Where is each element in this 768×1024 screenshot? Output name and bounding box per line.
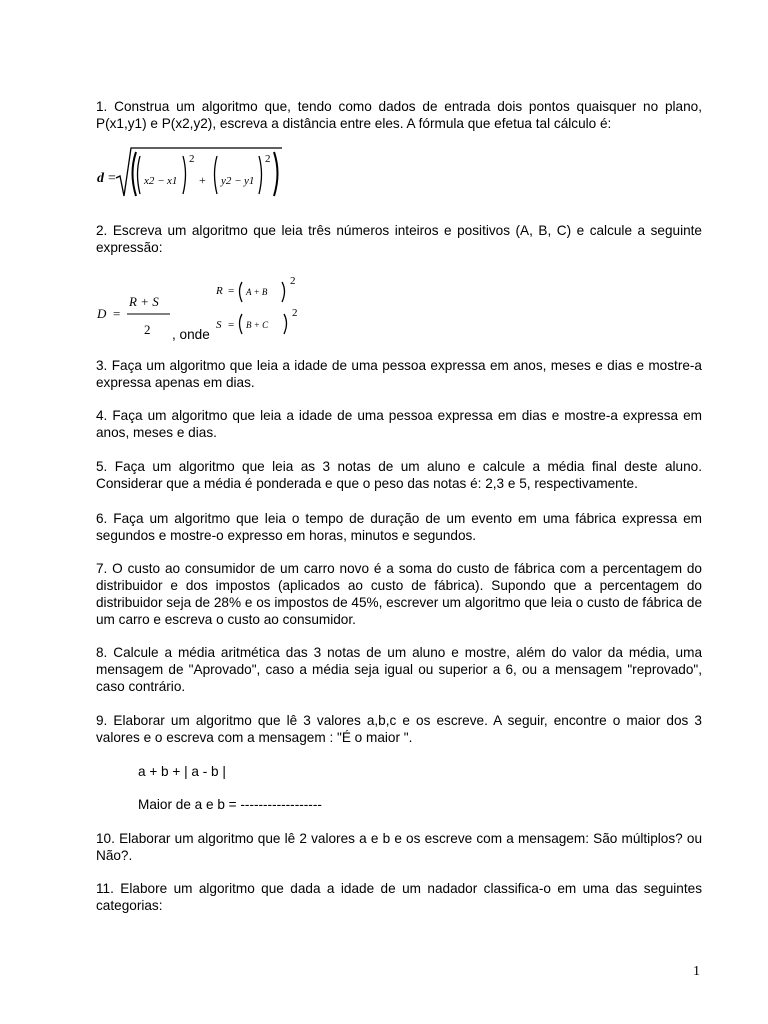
formula1-x2: x2	[144, 175, 155, 187]
r-s-definitions	[214, 272, 314, 338]
svg-text:=: =	[228, 319, 235, 331]
formula1-y1: y1	[244, 175, 255, 187]
question-1-text: 1. Construa um algoritmo que, tendo como dados de entrada dois pontos quaisquer no plano, P(x1,y1) e P(x2,y2), escreva a distância entre eles. A fórmula que efetua tal cálculo é:	[96, 99, 702, 131]
onde-label: , onde	[172, 327, 210, 342]
formula1-plus: +	[199, 173, 206, 187]
formula2-a-plus-b: A + B	[246, 287, 268, 297]
distance-formula	[96, 146, 296, 202]
formula2-S: S	[216, 319, 222, 331]
question-5-text: 5. Faça um algoritmo que leia as 3 notas de um aluno e calcule a média final deste aluno. Considerar que a média é ponderada e que o peso das notas é: 2,3 e 5, respectivamente.	[96, 459, 702, 491]
question-10-text: 10. Elaborar um algoritmo que lê 2 valores a e b e os escreve com a mensagem: São múltiplos? ou Não?.	[96, 831, 702, 863]
formula1-exp2: 2	[265, 153, 271, 165]
formula2-R: R	[216, 285, 223, 297]
formula1-minus1: −	[158, 175, 165, 187]
formula1-exp1: 2	[189, 153, 195, 165]
question-3-text: 3. Faça um algoritmo que leia a idade de uma pessoa expressa em anos, meses e dias e mostre-a expressa apenas em dias.	[96, 358, 702, 390]
formula2-exp-s: 2	[292, 307, 298, 319]
question-2-text: 2. Escreva um algoritmo que leia três números inteiros e positivos (A, B, C) e calcule a seguinte expressão:	[96, 223, 702, 255]
question-11-text: 11. Elabore um algoritmo que dada a idade de um nadador classifica-o em uma das seguintes categorias:	[96, 881, 702, 913]
formula1-y2: y2	[221, 175, 232, 187]
question-9-text: 9. Elaborar um algoritmo que lê 3 valores a,b,c e os escreve. A seguir, encontre o maior dos 3 valores e o escreva com a mensagem : "É o maior ".	[96, 713, 702, 745]
formula1-eq: =	[108, 171, 116, 186]
question-6-text: 6. Faça um algoritmo que leia o tempo de duração de um evento em uma fábrica expressa em segundos e mostre-o expresso em horas, minutos e segundos.	[96, 511, 702, 543]
formula2-numerator: R + S	[129, 294, 159, 309]
formula1-minus2: −	[235, 175, 242, 187]
svg-text:=: =	[228, 285, 235, 297]
page-number: 1	[693, 964, 700, 979]
formula2-denominator: 2	[144, 322, 151, 337]
question-7-text: 7. O custo ao consumidor de um carro novo é a soma do custo de fábrica com a percentagem do distribuidor e dos impostos (aplicados ao custo de fábrica). Supondo que a percentagem do distribuidor seja de 28% e os impostos de 45%, escrever um algoritmo que leia o custo de fábrica de um carro e escreva o custo ao consumidor.	[96, 561, 703, 627]
q9-max-line: Maior de a e b = ------------------	[138, 797, 322, 812]
formula2-eq: =	[113, 306, 121, 321]
formula1-d: d	[97, 171, 104, 186]
question-4-text: 4. Faça um algoritmo que leia a idade de uma pessoa expressa em dias e mostre-a expressa em anos, meses e dias.	[96, 408, 702, 440]
formula2-b-plus-c: B + C	[246, 320, 269, 330]
expression-formula	[96, 290, 176, 340]
formula1-x1: x1	[167, 175, 178, 187]
formula2-exp-r: 2	[290, 275, 296, 287]
q9-expression: a + b + | a - b |	[138, 764, 226, 779]
formula2-D: D	[97, 306, 107, 321]
question-8-text: 8. Calcule a média aritmética das 3 notas de um aluno e mostre, além do valor da média, uma mensagem de "Aprovado", caso a média seja igual ou superior a 6, ou a mensagem "reprovado", caso contrário.	[96, 645, 702, 694]
